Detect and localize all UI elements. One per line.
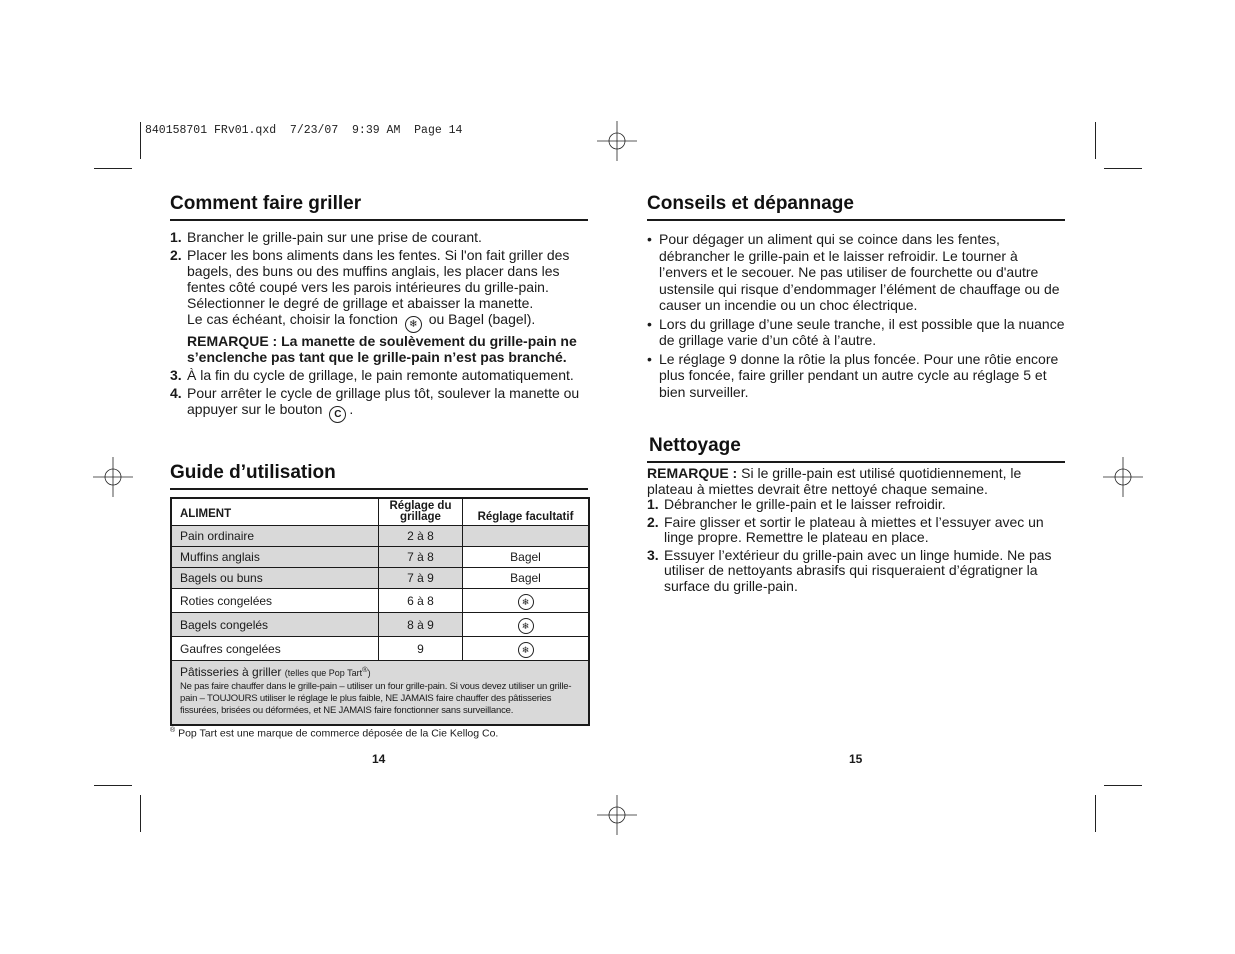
page-number-right: 15	[849, 752, 863, 766]
pastry-title	[180, 665, 580, 679]
frozen-icon: ❄	[405, 316, 422, 333]
list-item: • Pour dégager un aliment qui se coince dans les fentes, débrancher le grille-pain et le laisser refroidir. Le tourner à l’envers et le secouer. Ne pas utiliser de fourchette ou d'autre ustensile qui risque d’endommager l’élément de chauffage ou de causer un incendie ou un choc électrique.	[647, 231, 1065, 314]
step-text: Placer les bons aliments dans les fentes. Si l'on fait griller des bagels, des buns ou des muffins anglais, les placer dans les fentes côté coupé vers les parois intérieures du grille-pain. Sélectionner le degré de grillage et abaisser la manette.	[187, 247, 570, 311]
footnote-text: Pop Tart est une marque de commerce déposée de la Cie Kellog Co.	[178, 727, 499, 740]
cell-setting: 8 à 9	[379, 613, 463, 637]
step-text: Brancher le grille-pain sur une prise de courant.	[187, 229, 482, 245]
cell-setting: 7 à 8	[379, 547, 463, 568]
frozen-icon: ❄	[518, 642, 534, 658]
step-number: 2.	[647, 513, 659, 530]
table-row-pastry	[171, 661, 589, 726]
cell-food: Pain ordinaire	[171, 526, 379, 547]
pastry-name: Pâtisseries à griller	[180, 665, 282, 679]
list-item	[170, 247, 588, 365]
step-note: REMARQUE : La manette de soulèvement du grille-pain ne s’enclenche pas tant que le grille-pain n’est pas branché.	[187, 333, 577, 365]
column-header-food: ALIMENT	[171, 498, 379, 526]
cell-setting: 7 à 9	[379, 568, 463, 589]
registered-mark: ®	[170, 727, 176, 734]
cell-optional	[463, 589, 590, 613]
cell-pastry	[171, 661, 589, 726]
tips-list	[647, 231, 1065, 400]
pastry-warning: Ne pas faire chauffer dans le grille-pain – utiliser un four grille-pain. Si vous devez utiliser un grille-pain – TOUJOURS utiliser le réglage le plus faible, NE JAMAIS faire chauffer des pâtisseries fissurées, brisées ou déformées, et NE JAMAIS faire fonctionner sans surveillance.	[180, 681, 572, 716]
table-header-row	[171, 498, 589, 526]
toasting-steps	[170, 229, 588, 423]
page-number-left: 14	[372, 752, 386, 766]
note-text: Si le grille-pain est utilisé quotidiennement, le plateau à miettes devrait être nettoyé chaque semaine.	[647, 465, 1022, 497]
step-number: 1.	[170, 229, 182, 245]
section-heading-cleaning: Nettoyage	[647, 435, 1065, 463]
cell-optional	[463, 613, 590, 637]
pastry-qualifier: (telles que Pop Tart	[284, 668, 363, 678]
crop-mark	[140, 795, 141, 832]
section-heading-toasting: Comment faire griller	[170, 193, 588, 221]
frozen-icon: ❄	[518, 618, 534, 634]
cleaning-note	[647, 466, 1065, 497]
registration-mark-icon	[597, 795, 637, 835]
step-number: 3.	[170, 367, 182, 383]
list-item	[647, 548, 1065, 595]
step-text: .	[349, 401, 354, 417]
step-text: Essuyer l’extérieur du grille-pain avec un linge humide. Ne pas utiliser de nettoyants abrasifs qui risqueraient d’égratigner la surface du grille-pain.	[664, 546, 1052, 594]
printer-slug: 840158701 FRv01.qxd 7/23/07 9:39 AM Page 14	[145, 124, 463, 137]
cleaning-steps	[647, 497, 1065, 594]
step-text: Le cas échéant, choisir la fonction	[187, 311, 398, 327]
cleaning-body	[647, 466, 1065, 596]
table-row	[171, 589, 589, 613]
cell-optional: Bagel	[463, 568, 590, 589]
step-number: 3.	[647, 546, 659, 563]
step-number: 1.	[647, 496, 659, 512]
list-item	[170, 229, 588, 245]
cell-setting: 6 à 8	[379, 589, 463, 613]
step-text: Débrancher le grille-pain et le laisser refroidir.	[664, 496, 946, 512]
cell-setting: 2 à 8	[379, 526, 463, 547]
cell-food: Bagels ou buns	[171, 568, 379, 589]
column-header-optional: Réglage facultatif	[463, 498, 590, 526]
table-row	[171, 547, 589, 568]
cell-optional	[463, 637, 590, 661]
cell-food: Roties congelées	[171, 589, 379, 613]
list-item: • Le réglage 9 donne la rôtie la plus foncée. Pour une rôtie encore plus foncée, faire griller pendant un autre cycle au réglage 5 et bien surveiller.	[647, 351, 1065, 401]
cell-setting: 9	[379, 637, 463, 661]
tips-section	[647, 193, 1065, 402]
crop-mark	[94, 785, 132, 786]
cell-optional	[463, 526, 590, 547]
column-header-setting: Réglage du grillage	[379, 498, 463, 526]
registration-mark-icon	[597, 121, 637, 161]
registration-mark-icon	[93, 457, 133, 497]
note-label: REMARQUE :	[647, 465, 738, 481]
cell-food: Bagels congelés	[171, 613, 379, 637]
list-item: • Lors du grillage d’une seule tranche, il est possible que la nuance de grillage varie d’un côté à l’autre.	[647, 316, 1065, 349]
table-row	[171, 568, 589, 589]
list-item	[170, 367, 588, 383]
crop-mark	[1095, 795, 1096, 832]
table-row	[171, 613, 589, 637]
step-number: 2.	[170, 247, 182, 263]
cancel-icon: C	[329, 406, 346, 423]
crop-mark	[1095, 122, 1096, 159]
crop-mark	[1104, 168, 1142, 169]
step-text: Faire glisser et sortir le plateau à miettes et l’essuyer avec un linge propre. Remettre le plateau en place.	[664, 513, 1044, 545]
pastry-qualifier-end: )	[367, 668, 371, 678]
cell-food: Muffins anglais	[171, 547, 379, 568]
crop-mark	[1104, 785, 1142, 786]
registered-mark: ®	[362, 665, 368, 674]
cell-optional: Bagel	[463, 547, 590, 568]
section-heading-tips: Conseils et dépannage	[647, 193, 1065, 221]
list-item	[647, 515, 1065, 546]
list-item	[647, 497, 1065, 513]
crop-mark	[94, 168, 132, 169]
table-row	[171, 637, 589, 661]
registration-mark-icon	[1103, 457, 1143, 497]
step-text: À la fin du cycle de grillage, le pain remonte automatiquement.	[187, 367, 574, 383]
table-row	[171, 526, 589, 547]
crop-mark	[140, 122, 141, 159]
usage-guide-table	[170, 497, 590, 726]
step-text: ou Bagel (bagel).	[428, 311, 536, 327]
guide-section	[170, 462, 588, 490]
toasting-section	[170, 193, 588, 425]
cleaning-section	[647, 435, 1065, 463]
footnote	[170, 727, 498, 740]
list-item	[170, 385, 588, 423]
cell-food: Gaufres congelées	[171, 637, 379, 661]
step-number: 4.	[170, 385, 182, 401]
frozen-icon: ❄	[518, 594, 534, 610]
section-heading-guide: Guide d’utilisation	[170, 462, 588, 490]
step-text: Pour arrêter le cycle de grillage plus tôt, soulever la manette ou appuyer sur le bouton	[187, 385, 580, 417]
